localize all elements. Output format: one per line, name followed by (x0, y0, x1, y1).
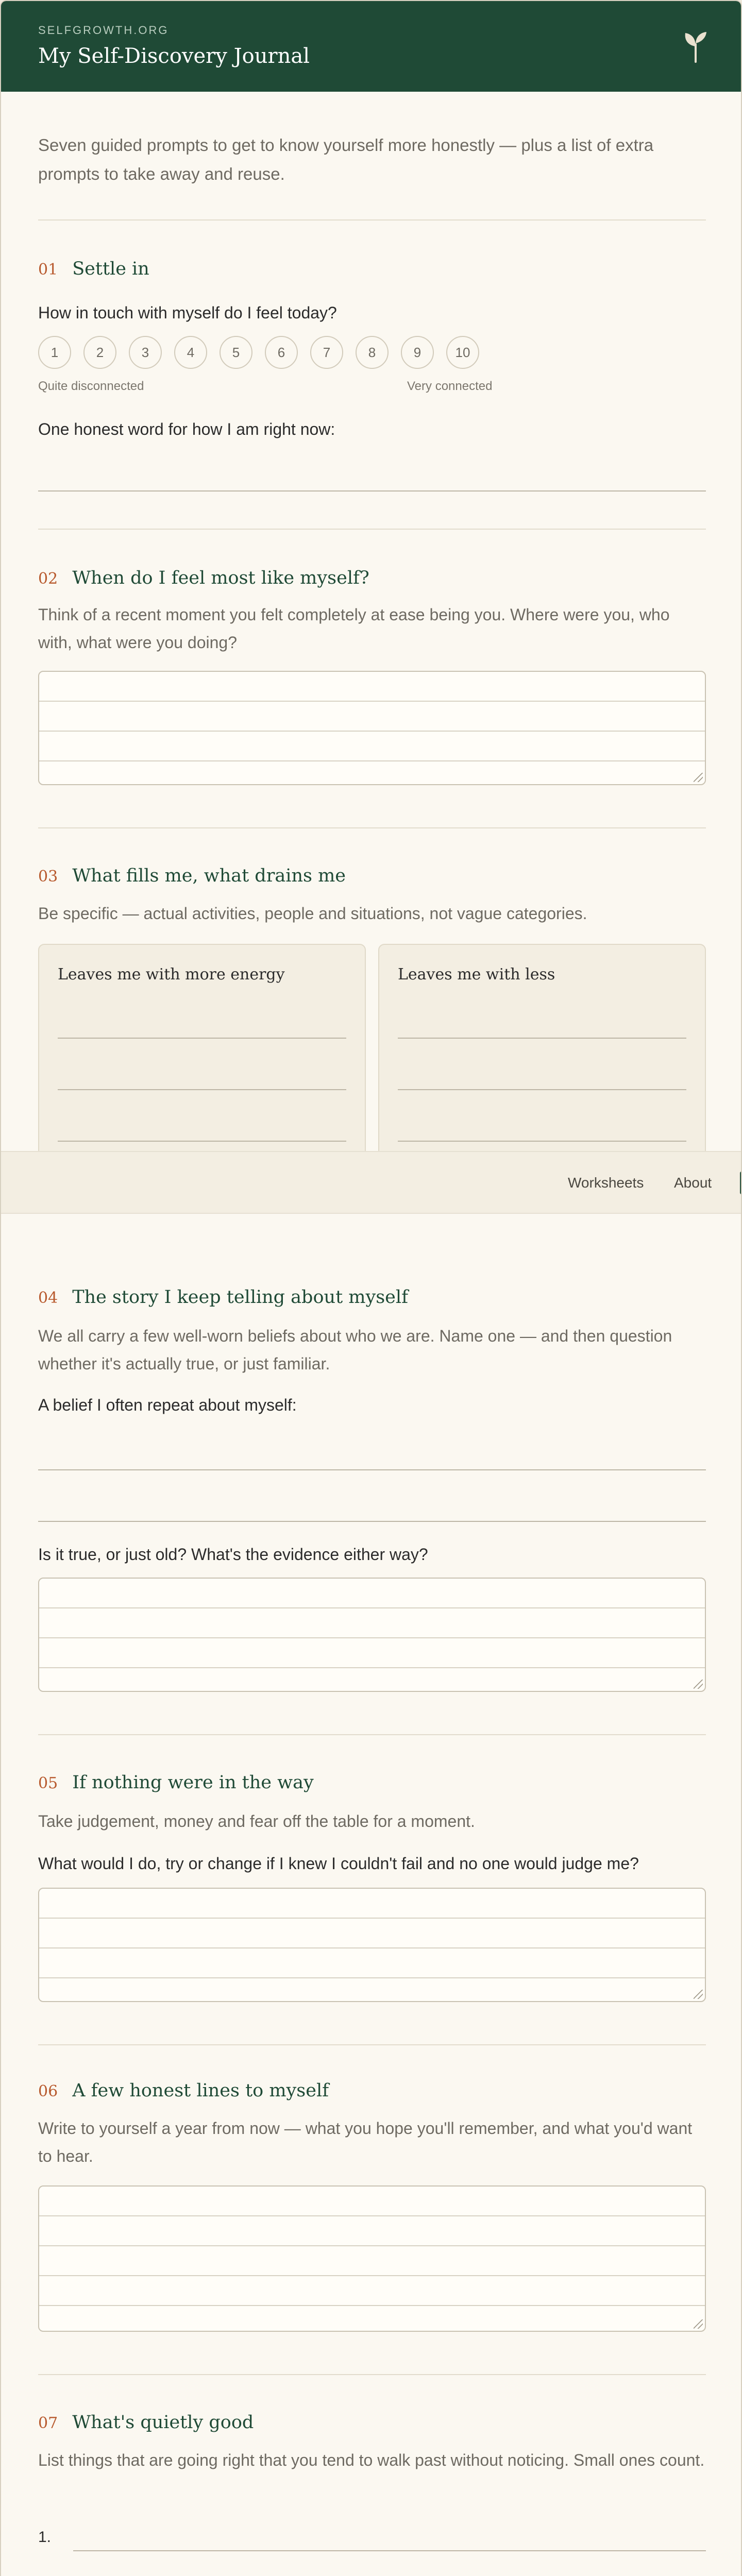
good-item-1[interactable] (38, 2526, 706, 2551)
textarea-rule (39, 2245, 705, 2246)
section-3-description: Be specific — actual activities, people and situations, not vague categories. (38, 904, 587, 923)
section-title: The story I keep telling about myself (72, 1287, 409, 1308)
section-title: What fills me, what drains me (72, 866, 346, 886)
scale-option-10[interactable]: 10 (446, 336, 479, 369)
item-number: 1. (38, 2529, 52, 2546)
scale-option-8[interactable]: 8 (356, 336, 389, 369)
section-title: When do I feel most like myself? (72, 568, 369, 588)
journal-title: My Self-Discovery Journal (38, 44, 310, 68)
no-limits-question: What would I do, try or change if I knew I couldn't fail and no one would judge me? (38, 1854, 639, 1873)
scale-option-2[interactable]: 2 (83, 336, 116, 369)
section-number: 01 (38, 261, 58, 279)
textarea-rule (39, 760, 705, 761)
section-3-heading (38, 866, 346, 886)
resize-handle[interactable] (694, 773, 703, 782)
textarea-rule (39, 731, 705, 732)
textarea-rule (39, 2275, 705, 2276)
textarea-rule (39, 2215, 705, 2216)
more-energy-title: Leaves me with more energy (58, 965, 285, 984)
no-limits-textarea[interactable] (38, 1888, 706, 2002)
scale-option-3[interactable]: 3 (129, 336, 162, 369)
textarea-rule (39, 701, 705, 702)
section-4-description: We all carry a few well-worn beliefs about who we are. Name one — and then question whether it's actually true, or just familiar. (38, 1327, 672, 1373)
evidence-label: Is it true, or just old? What's the evidence either way? (38, 1545, 428, 1564)
evidence-textarea[interactable] (38, 1578, 706, 1692)
divider (38, 1734, 706, 1735)
section-number: 02 (38, 570, 58, 588)
resize-handle[interactable] (694, 1990, 703, 1999)
writing-line (58, 1089, 346, 1090)
belief-input-line-1[interactable] (38, 1428, 706, 1469)
textarea-rule (39, 1607, 705, 1608)
more-energy-box[interactable] (38, 944, 366, 1160)
item-underline (73, 2550, 706, 2551)
resize-handle[interactable] (694, 1680, 703, 1689)
scale-option-6[interactable]: 6 (265, 336, 298, 369)
writing-line (398, 1141, 686, 1142)
less-energy-title: Leaves me with less (398, 965, 555, 984)
nav-worksheets-link[interactable]: Worksheets (568, 1175, 644, 1191)
section-number: 06 (38, 2082, 58, 2100)
section-4-heading (38, 1287, 408, 1308)
section-6-heading (38, 2080, 329, 2101)
textarea-rule (39, 1947, 705, 1948)
section-2-heading (38, 568, 369, 588)
most-myself-textarea[interactable] (38, 671, 706, 785)
textarea-rule (39, 1977, 705, 1978)
section-5-heading (38, 1772, 314, 1793)
textarea-rule (39, 1918, 705, 1919)
section-title: A few honest lines to myself (72, 2080, 329, 2101)
section-number: 05 (38, 1774, 58, 1792)
scale-option-9[interactable]: 9 (401, 336, 434, 369)
section-title: What's quietly good (72, 2412, 254, 2433)
resize-handle[interactable] (694, 2319, 703, 2329)
textarea-rule (39, 1667, 705, 1668)
nav-accent-bar (740, 1172, 742, 1194)
writing-line (58, 1141, 346, 1142)
intro-text: Seven guided prompts to get to know yourself more honestly — plus a list of extra prompts to take away and reuse. (38, 135, 654, 183)
scale-option-4[interactable]: 4 (174, 336, 207, 369)
scale-option-5[interactable]: 5 (220, 336, 252, 369)
belief-input-line-2[interactable] (38, 1480, 706, 1521)
scale-high-label: Very connected (407, 379, 493, 393)
less-energy-box[interactable] (378, 944, 706, 1160)
textarea-rule (39, 1637, 705, 1638)
divider (38, 2044, 706, 2045)
divider (38, 219, 706, 221)
writing-line (398, 1089, 686, 1090)
section-title: Settle in (72, 259, 149, 279)
connection-scale (38, 336, 479, 369)
divider (38, 529, 706, 530)
belief-label: A belief I often repeat about myself: (38, 1396, 297, 1414)
belief-underline (38, 1469, 706, 1470)
honest-word-label: One honest word for how I am right now: (38, 420, 335, 438)
section-number: 04 (38, 1289, 58, 1307)
honest-word-input[interactable] (38, 454, 706, 490)
sprout-icon (682, 30, 709, 63)
journal-header (1, 1, 742, 92)
site-label: SELFGROWTH.ORG (38, 24, 169, 37)
section-7-heading (38, 2412, 254, 2433)
divider (38, 2374, 706, 2375)
section-number: 03 (38, 868, 58, 886)
belief-underline (38, 1521, 706, 1522)
connection-question: How in touch with myself do I feel today? (38, 303, 337, 322)
letter-textarea[interactable] (38, 2185, 706, 2332)
scale-option-1[interactable]: 1 (38, 336, 71, 369)
section-2-description: Think of a recent moment you felt completely at ease being you. Where were you, who with, what were you doing? (38, 605, 670, 652)
section-number: 07 (38, 2414, 58, 2432)
writing-line (398, 1038, 686, 1039)
textarea-rule (39, 2305, 705, 2306)
writing-line (58, 1038, 346, 1039)
section-6-description: Write to yourself a year from now — what you hope you'll remember, and what you'd want to hear. (38, 2119, 693, 2165)
site-navbar (1, 1151, 742, 1214)
section-1-heading (38, 259, 149, 279)
scale-low-label: Quite disconnected (38, 379, 144, 393)
section-title: If nothing were in the way (72, 1772, 314, 1793)
section-7-description: List things that are going right that you tend to walk past without noticing. Small ones count. (38, 2451, 705, 2469)
divider (38, 827, 706, 828)
nav-about-link[interactable]: About (674, 1175, 712, 1191)
section-5-description: Take judgement, money and fear off the table for a moment. (38, 1812, 475, 1831)
honest-word-underline (38, 490, 706, 492)
scale-option-7[interactable]: 7 (310, 336, 343, 369)
